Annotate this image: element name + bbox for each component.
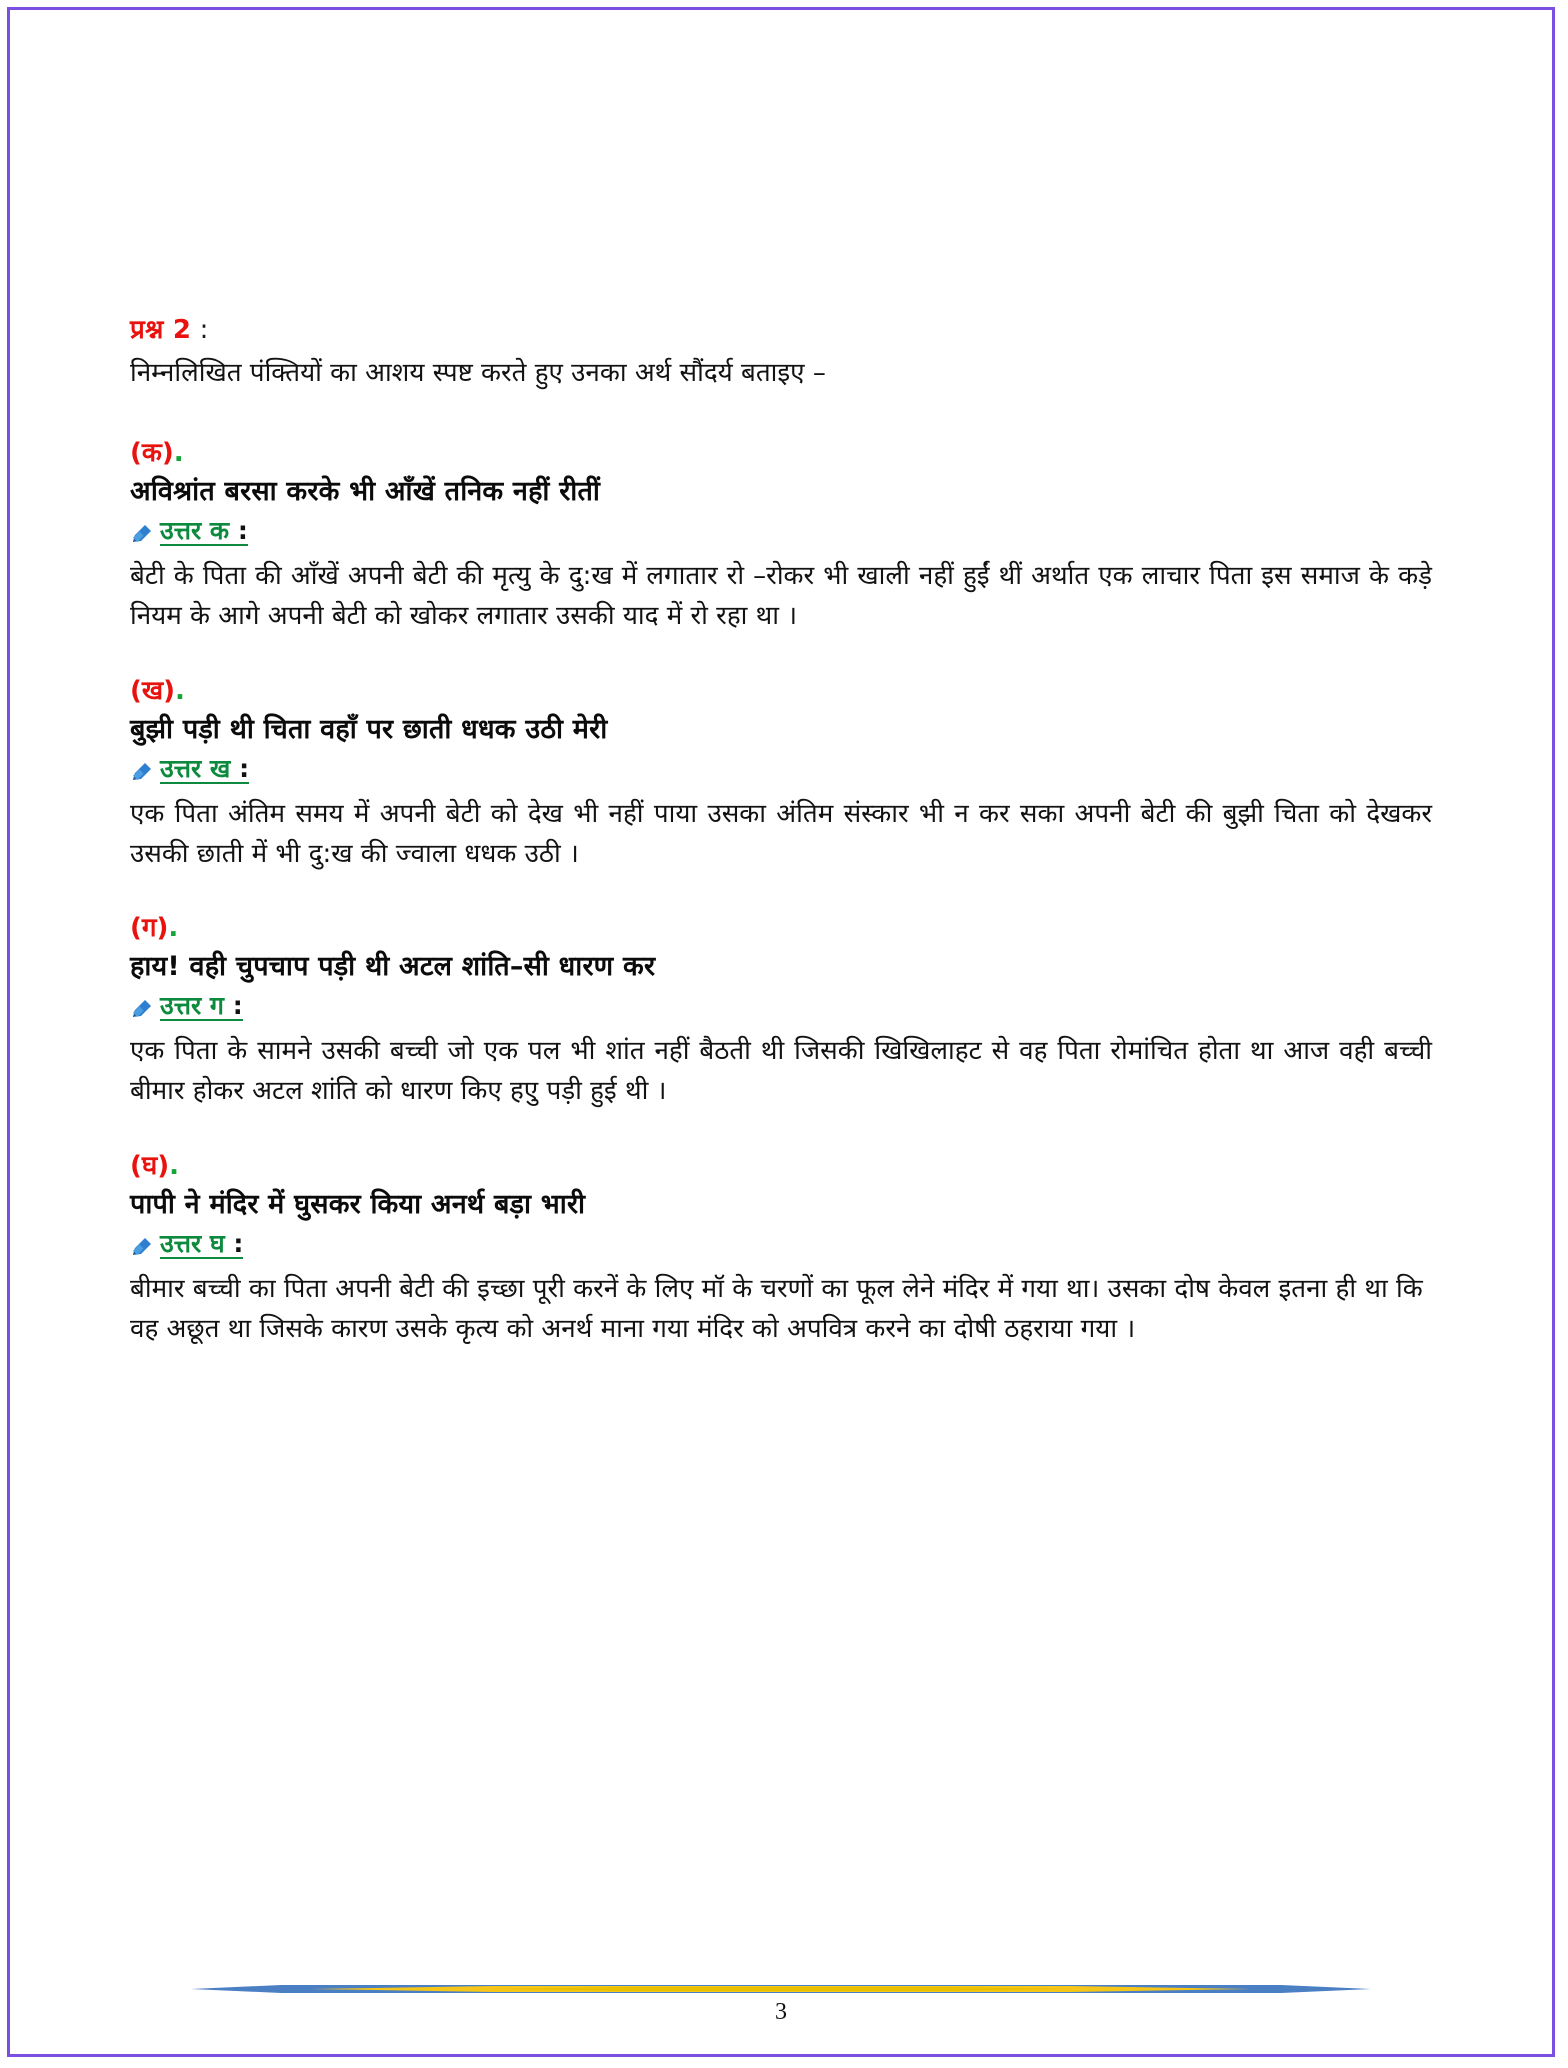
- verse-line-gha: पापी ने मंदिर में घुसकर किया अनर्थ बड़ा भारी: [130, 1188, 586, 1220]
- answer-text-ga: एक पिता के सामने उसकी बच्ची जो एक पल भी शांत नहीं बैठती थी जिसकी खिखिलाहट से वह पिता रोमांचित होता था आज वही बच्ची बीमार होकर अटल शांति को धारण किए हएु पड़ी हुई थी ।: [130, 1036, 1432, 1107]
- verse-line-ga: हाय! वही चुपचाप पड़ी थी अटल शांति–सी धारण कर: [130, 951, 656, 983]
- answer-text-kha: एक पिता अंतिम समय में अपनी बेटी को देख भी नहीं पाया उसका अंतिम संस्कार भी न कर सका अपनी बेटी की बुझी चिता को देखकर उसकी छाती में भी दु:ख की ज्वाला धधक उठी ।: [130, 798, 1432, 869]
- answer-block: [130, 671, 1432, 875]
- page-number: 3: [775, 1999, 787, 2025]
- part-dot: .: [173, 438, 184, 468]
- answer-label-gha: उत्तर घ :: [160, 1228, 244, 1258]
- question-colon: :: [191, 315, 209, 345]
- answer-text-gha: बीमार बच्ची का पिता अपनी बेटी की इच्छा पूरी करनें के लिए मॉ के चरणों का फूल लेने मंदिर में गया था। उसका दोष केवल इतना ही था कि वह अछूत था जिसके कारण उसके कृत्य को अनर्थ माना गया मंदिर को अपवित्र करने का दोषी ठहराया गया ।: [130, 1273, 1423, 1345]
- part-dot: .: [169, 1150, 180, 1181]
- part-dot: .: [168, 913, 179, 944]
- answer-label-ga: उत्तर ग :: [160, 991, 243, 1021]
- question-heading: [130, 310, 1432, 346]
- answer-label-ka: उत्तर क :: [160, 516, 248, 545]
- pen-icon: [130, 1235, 154, 1259]
- answer-label-kha: उत्तर ख :: [160, 753, 250, 783]
- answer-heading-ga: [130, 993, 1432, 1021]
- page-border: [7, 7, 1555, 2057]
- part-label-ka: (क).: [130, 438, 184, 468]
- answer-heading-kha: [130, 753, 1432, 784]
- answer-text-ka: बेटी के पिता की ऑंखें अपनी बेटी की मृत्यु के दु:ख में लगातार रो –रोकर भी खाली नहीं हुईं थीं अर्थात एक लाचार पिता इस समाज के कड़े नियम के आगे अपनी बेटी को खोकर लगातार उसकी याद में रो रहा था ।: [130, 561, 1432, 632]
- page-footer: [10, 1999, 1552, 2026]
- part-label-ga: (ग).: [130, 913, 179, 944]
- question-number: प्रश्न 2: [130, 315, 192, 345]
- footer-divider: [191, 1980, 1371, 1998]
- pen-icon: [130, 760, 154, 784]
- answer-block: [130, 433, 1432, 637]
- answer-heading-gha: [130, 1228, 1432, 1259]
- verse-line-kha: बुझी पड़ी थी चिता वहाँ पर छाती धधक उठी मेरी: [130, 713, 608, 745]
- answer-heading-ka: [130, 518, 1432, 546]
- part-dot: .: [175, 675, 185, 706]
- pen-icon: [130, 997, 154, 1021]
- answer-block: [130, 908, 1432, 1112]
- part-label-gha: (घ).: [130, 1150, 180, 1181]
- answer-block: [130, 1146, 1432, 1350]
- question-text: निम्नलिखित पंक्तियों का आशय स्पष्ट करते हुए उनका अर्थ सौंदर्य बताइए –: [130, 358, 826, 388]
- part-label-kha: (ख).: [130, 675, 185, 706]
- verse-line-ka: अविश्रांत बरसा करके भी आँखें तनिक नहीं रीतीं: [130, 476, 601, 507]
- pen-icon: [130, 522, 154, 546]
- document-body: [10, 10, 1552, 2054]
